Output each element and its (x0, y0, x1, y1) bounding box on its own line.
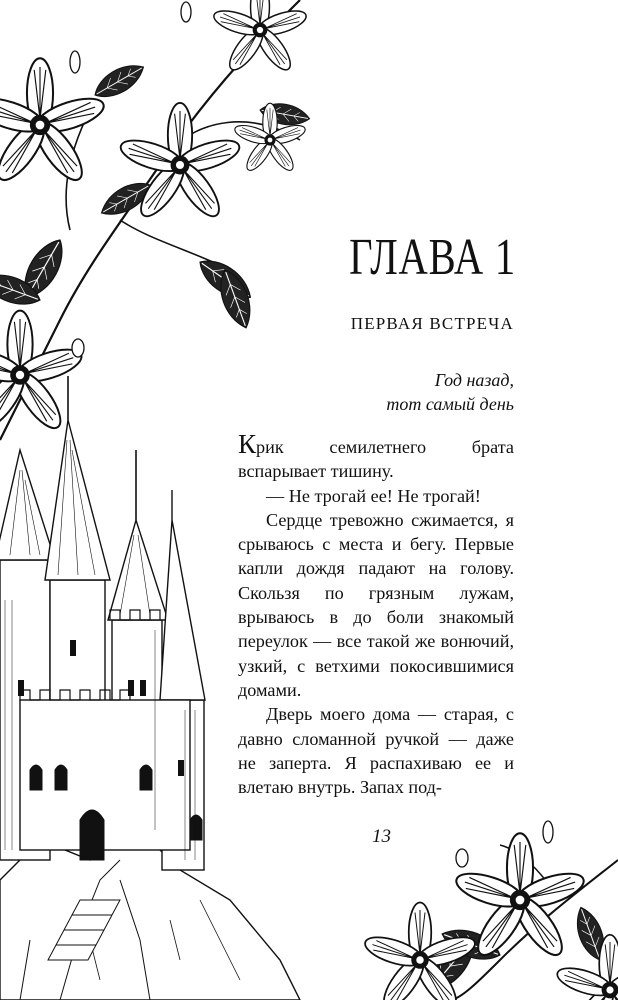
chapter-subtitle: ПЕРВАЯ ВСТРЕЧА (350, 314, 514, 333)
paragraph-text: рик семилетнего брата вспарывает тишину. (238, 437, 514, 482)
epigraph-line: Год назад, (434, 370, 514, 390)
lily-flowers-icon (362, 821, 618, 1000)
epigraph-line: тот самый день (386, 394, 514, 414)
page-number: 13 (372, 826, 391, 847)
chapter-title: ГЛАВА 1 (349, 229, 516, 286)
epigraph (386, 368, 514, 416)
paragraph: Дверь моего дома — старая, с давно сломанной ручкой — даже не заперта. Я распахиваю ее и влетаю внутрь. Запах под- (238, 704, 514, 798)
paragraph: — Не трогай ее! Не трогай! (266, 485, 481, 506)
clematis-flowers-icon (0, 0, 311, 440)
body-text (238, 429, 514, 799)
drop-cap: К (238, 429, 257, 459)
paragraph (238, 429, 514, 484)
paragraph: Сердце тревожно сжимается, я срываюсь с места и бегу. Первые капли дождя падают на голову. Скользя по грязным лужам, врываюсь в до боли знакомый переулок — все такой же вонючий, узкий, с ветхими покосившимися домами. (238, 509, 514, 700)
